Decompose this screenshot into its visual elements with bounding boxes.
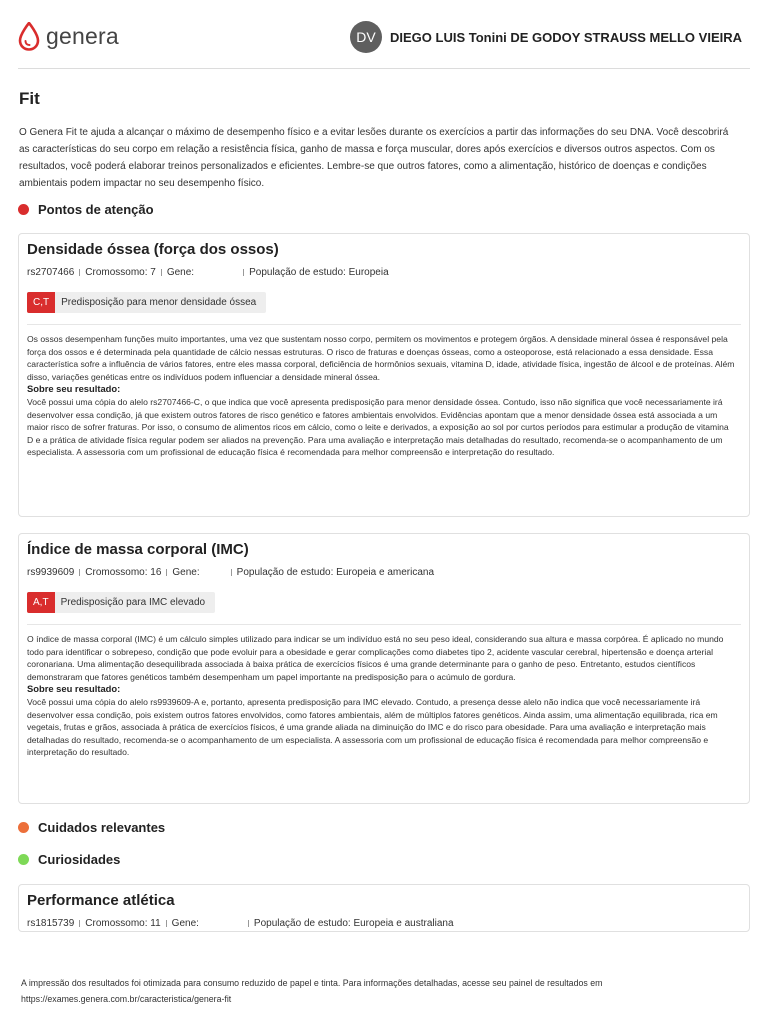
chromosome: Cromossomo: 16 [85, 567, 162, 578]
trait-card-athletic-performance [18, 884, 750, 932]
card-title: Índice de massa corporal (IMC) [27, 541, 249, 558]
care-dot-icon [18, 822, 29, 833]
gene: Gene: [172, 567, 200, 578]
genera-drop-icon [18, 22, 40, 51]
avatar[interactable]: DV [350, 21, 382, 53]
header-divider [18, 68, 750, 69]
user-name: DIEGO LUIS Tonini DE GODOY STRAUSS MELLO VIEIRA [390, 29, 742, 45]
meta-divider [79, 569, 80, 576]
section-curiosities [18, 852, 120, 867]
card-meta [27, 567, 434, 578]
gene: Gene: [166, 267, 195, 278]
meta-divider [231, 569, 232, 576]
print-footer-note: A impressão dos resultados foi otimizada para consumo reduzido de papel e tinta. Para informações detalhadas, acesse seu painel de resultados em https://exames.genera.com.br/caracteristica/genera-fit [21, 978, 603, 1004]
gene: Gene: [171, 918, 199, 929]
user-info[interactable] [350, 21, 742, 53]
result-text: Predisposição para menor densidade óssea [61, 297, 257, 308]
card-meta [27, 918, 454, 929]
meta-divider [248, 920, 249, 927]
result-badge [27, 592, 215, 613]
about-result-heading: Sobre seu resultado: [27, 683, 121, 695]
chromosome: Cromossomo: 7 [85, 267, 156, 278]
card-title: Densidade óssea (força dos ossos) [27, 241, 279, 258]
genera-logo[interactable] [18, 22, 119, 51]
about-result-text: Você possui uma cópia do alelo rs9939609-A e, portanto, apresenta predisposição para IMC elevado. Contudo, a presença desse alelo não indica que você necessariamente irá desenvolver essa condição, pois existem outros fatores envolvidos, como fatores ambientais, além de múltiplos fatores genéticos. Ainda assim, uma alimentação equilibrada, rica em vegetais, frutas e grãos, associada à prática de exercícios físicos, é uma grande aliada na diminuição do IMC e do risco para obesidade. Para uma avaliação e interpretação mais detalhadas do resultado, recomenda-se o acompanhamento de um especialista. A assessoria com um profissional de educação física é recomendada para melhor compreensão e interpretação do resultado. [27, 696, 718, 758]
trait-card-bmi [18, 533, 750, 804]
trait-card-bone-density [18, 233, 750, 517]
meta-divider [79, 920, 80, 927]
card-divider [27, 324, 741, 325]
allele-tag: A,T [27, 592, 55, 613]
rs-id: rs9939609 [27, 567, 75, 578]
section-care [18, 820, 165, 835]
section-care-label: Cuidados relevantes [38, 820, 166, 835]
allele-tag: C,T [27, 292, 55, 313]
intro-text: O Genera Fit te ajuda a alcançar o máximo de desempenho físico e a evitar lesões durante os exercícios a partir das informações do seu DNA. Você descobrirá as características do seu corpo em relação a resistência física, ganho de massa e força muscular, dores após exercícios e diversos outros aspectos. Com os resultados, você poderá elaborar treinos personalizados e eficientes. Lembre-se que outros fatores, como a alimentação, histórico de doenças e condições ambientais podem impactar no seu desempenho físico. [19, 127, 729, 189]
meta-divider [166, 920, 167, 927]
card-meta [27, 267, 389, 278]
card-title: Performance atlética [27, 892, 175, 909]
population: População de estudo: Europeia e americana [236, 567, 435, 578]
trait-description: Os ossos desempenham funções muito importantes, uma vez que sustentam nosso corpo, permitem os movimentos e protegem órgãos. A densidade mineral óssea é responsável pela força dos ossos e é determinada pela quantidade de cálcio nessas estruturas. O risco de fraturas e doenças ósseas, como a osteoporose, está relacionado a essa densidade. Essa característica sofre a influência de vários fatores, entre eles massa corporal, deficiência de hormônios sexuais, vitamina D, idade, atividade física, ingestão de álcool e de proteínas. Além disso, variações genéticas entre os indivíduos podem influenciar a densidade mineral óssea. [27, 334, 735, 382]
card-divider [27, 624, 741, 625]
card-body [27, 333, 737, 459]
trait-description: O índice de massa corporal (IMC) é um cálculo simples utilizado para indicar se um indivíduo está no seu peso ideal, considerando sua altura e massa corpórea. É aplicado no mundo todo para identificar o sobrepeso, condição que pode evoluir para a obesidade e gerar complicações como diabetes tipo 2, acidente vascular cerebral, hipertensão e doença arterial coronariana. Uma alimentação desequilibrada associada à baixa prática de exercícios físicos é uma grande determinante para o ganho de peso. Entretanto, estudos científicos demonstraram que fatores genéticos também desempenham um papel importante na predisposição para o acúmulo de gordura. [27, 634, 724, 682]
meta-divider [79, 269, 80, 276]
meta-divider [166, 569, 167, 576]
page-header [0, 0, 768, 68]
section-attention-label: Pontos de atenção [38, 202, 154, 217]
population: População de estudo: Europeia e australiana [253, 918, 454, 929]
rs-id: rs1815739 [27, 918, 75, 929]
page-title: Fit [19, 89, 40, 108]
section-attention [18, 202, 154, 217]
chromosome: Cromossomo: 11 [85, 918, 161, 929]
brand-name: genera [46, 23, 119, 49]
result-text: Predisposição para IMC elevado [60, 597, 206, 608]
meta-divider [243, 269, 244, 276]
attention-dot-icon [18, 204, 29, 215]
result-badge [27, 292, 266, 313]
curiosities-dot-icon [18, 854, 29, 865]
about-result-heading: Sobre seu resultado: [27, 383, 121, 395]
meta-divider [161, 269, 162, 276]
about-result-text: Você possui uma cópia do alelo rs2707466-C, o que indica que você apresenta predisposição para menor densidade óssea. Contudo, isso não significa que você necessariamente irá desenvolver essa condição, já que existem outros fatores de risco genético e fatores ambientais envolvidos. Evidências apontam que a menor densidade óssea está associada a um maior risco de sofrer fraturas. Por isso, o consumo de alimentos ricos em cálcio, como o leite e derivados, a exposição ao sol por curtos períodos para estimular a produção de vitamina D e a prática de atividade física regular podem ser aliados na prevenção. Para uma avaliação e interpretação mais detalhadas do resultado, recomenda-se o acompanhamento de um especialista. A assessoria com um profissional de educação física é recomendada para melhor compreensão e interpretação do resultado. [27, 396, 729, 458]
population: População de estudo: Europeia [249, 267, 389, 278]
card-body [27, 633, 737, 759]
section-curiosities-label: Curiosidades [38, 852, 121, 867]
rs-id: rs2707466 [27, 267, 75, 278]
